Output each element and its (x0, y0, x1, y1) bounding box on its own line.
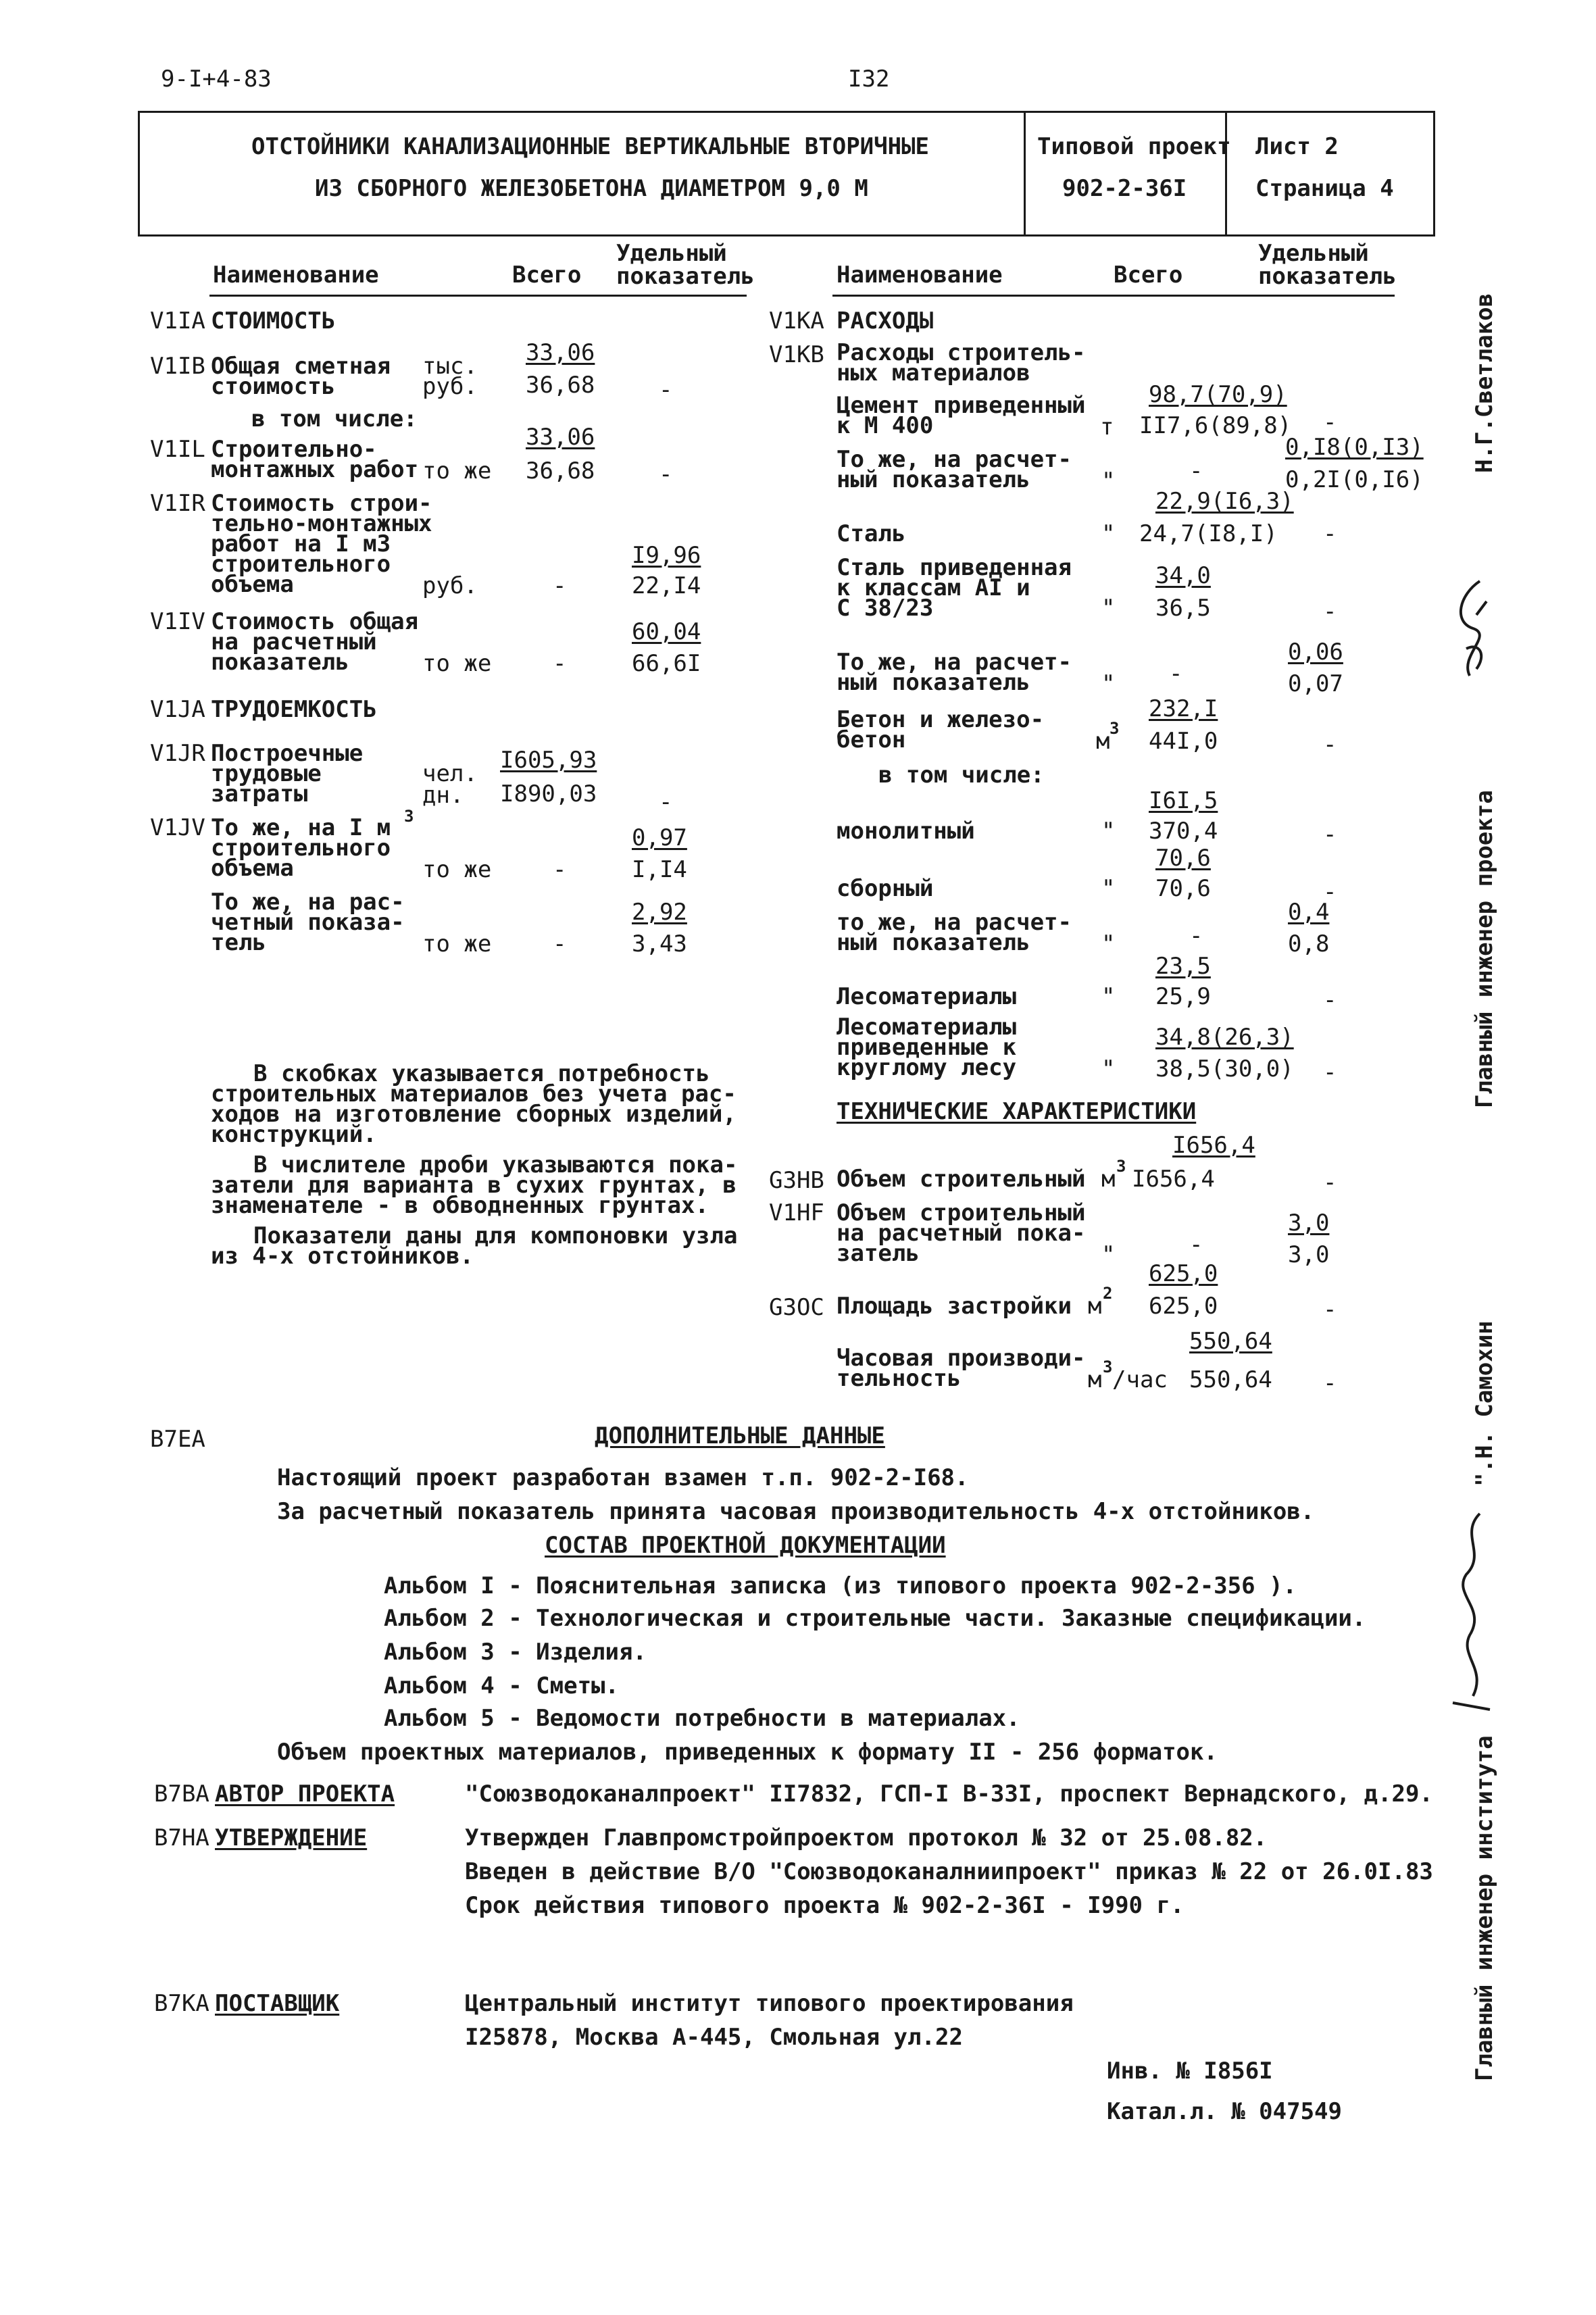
text-line: За расчетный показатель принята часовая производительность 4-х отстойников. (277, 1498, 1315, 1525)
signature-image (1439, 1507, 1507, 1723)
row-label: затель (837, 1240, 920, 1267)
sheet-label: Лист 2 (1255, 133, 1339, 160)
note-line: В числителе дроби указываются пока- (253, 1151, 738, 1178)
row-label: работ на I м3 (211, 530, 391, 557)
row-label: РАСХОДЫ (837, 307, 934, 334)
note-line: В скобках указывается потребность (253, 1060, 710, 1087)
column-header-specific: Удельный (616, 240, 727, 267)
title-line-1: ОТСТОЙНИКИ КАНАЛИЗАЦИОННЫЕ ВЕРТИКАЛЬНЫЕ ВТОРИЧНЫЕ (251, 133, 930, 160)
specific-numerator: 0,I8(0,I3) (1285, 434, 1424, 461)
row-label: тельно-монтажных (211, 510, 432, 537)
approval-line: Срок действия типового проекта № 902-2-36I - I990 г. (465, 1892, 1184, 1919)
row-label: на расчетный (211, 628, 377, 655)
total-value: - (553, 856, 567, 883)
superscript: 2 (1103, 1284, 1113, 1303)
row-label: ный показатель (837, 466, 1030, 493)
row-label: То же, на расчет- (837, 649, 1072, 676)
row-code: V1HF (769, 1199, 824, 1226)
header-rule (209, 295, 747, 297)
album-item: Альбом 5 - Ведомости потребности в материалах. (384, 1705, 1020, 1732)
row-label: Площадь застройки (837, 1293, 1072, 1320)
specific-numerator: 0,06 (1288, 639, 1343, 666)
specific-numerator: 60,04 (632, 618, 701, 645)
row-label: Сталь приведенная (837, 554, 1072, 581)
specific-denominator: 66,6I (632, 650, 701, 677)
row-label: объема (211, 571, 294, 598)
total-value: - (1169, 660, 1183, 687)
section-heading: СОСТАВ ПРОЕКТНОЙ ДОКУМЕНТАЦИИ (545, 1532, 946, 1559)
specific-denominator: 22,I4 (632, 572, 701, 599)
row-label: строительного (211, 835, 391, 862)
total-denominator: 25,9 (1155, 983, 1211, 1010)
total-denominator: I890,03 (500, 780, 597, 807)
unit: то же (422, 930, 492, 957)
row-label: Лесоматериалы (837, 983, 1017, 1010)
unit: " (1101, 1241, 1116, 1268)
total-numerator: 33,06 (526, 424, 595, 451)
unit: " (1101, 1055, 1116, 1082)
row-label: Лесоматериалы (837, 1014, 1017, 1041)
unit: то же (422, 457, 492, 484)
total-denominator: 44I,0 (1149, 728, 1218, 755)
total-numerator: 70,6 (1155, 845, 1211, 872)
album-item: Альбом 3 - Изделия. (384, 1639, 647, 1666)
row-label: строительного (211, 551, 391, 578)
row-label: затраты (211, 780, 308, 807)
specific-numerator: 2,92 (632, 899, 687, 926)
unit: " (1101, 983, 1116, 1010)
margin-name: Н.Г.Светлаков (1471, 293, 1498, 473)
total-denominator: 24,7(I8,I) (1139, 520, 1278, 547)
specific-value: - (1323, 731, 1337, 758)
row-label: тель (211, 929, 266, 956)
title-divider (1024, 111, 1026, 234)
specific-value: - (1323, 1370, 1337, 1397)
note-line: строительных материалов без учета рас- (211, 1080, 737, 1107)
row-label: Бетон и железо- (837, 706, 1045, 733)
row-label: То же, на I м (211, 814, 391, 841)
row-label: Стоимость строи- (211, 490, 432, 517)
text-line: Настоящий проект разработан взамен т.п. 902-2-I68. (277, 1464, 969, 1491)
specific-numerator: 0,4 (1288, 899, 1330, 926)
unit: м (1088, 1366, 1102, 1393)
approval-label: УТВЕРЖДЕНИЕ (215, 1824, 368, 1851)
row-code: V1JV (150, 814, 205, 841)
unit: " (1101, 930, 1116, 957)
title-block (138, 111, 1435, 237)
row-code: V1IR (150, 490, 205, 517)
row-label: Часовая производи- (837, 1345, 1086, 1372)
specific-value: - (1323, 821, 1337, 848)
total-denominator: 38,5(30,0) (1155, 1055, 1294, 1082)
column-header-total: Всего (512, 262, 582, 289)
row-label: четный показа- (211, 909, 405, 936)
project-number: 902-2-36I (1062, 175, 1187, 202)
row-label: сборный (837, 875, 934, 902)
section-heading: ДОПОЛНИТЕЛЬНЫЕ ДАННЫЕ (595, 1422, 885, 1449)
row-label: Объем строительный (837, 1199, 1086, 1226)
specific-value: - (659, 376, 673, 403)
supplier-label: ПОСТАВЩИК (215, 1990, 340, 2017)
row-label: ТРУДОЕМКОСТЬ (211, 696, 377, 723)
specific-value: - (1323, 1059, 1337, 1086)
total-numerator: I605,93 (500, 747, 597, 774)
unit: " (1101, 595, 1116, 622)
specific-denominator: I,I4 (632, 856, 687, 883)
specific-denominator: 0,07 (1288, 670, 1343, 697)
unit: руб. (422, 572, 478, 599)
row-code: V1IL (150, 436, 205, 463)
column-header-total: Всего (1114, 262, 1183, 289)
page-label: Страница 4 (1255, 175, 1394, 202)
author-value: "Союзводоканалпроект" II7832, ГСП-I В-33I, проспект Вернадского, д.29. (465, 1781, 1433, 1808)
specific-denominator: 0,2I(0,I6) (1285, 466, 1424, 493)
column-header-specific: Удельный (1258, 240, 1369, 267)
total-numerator: 625,0 (1149, 1260, 1218, 1287)
note-line: из 4-х отстойников. (211, 1243, 474, 1270)
approval-line: Утвержден Главпромстройпроектом протокол № 32 от 25.08.82. (465, 1824, 1268, 1851)
unit: м (1101, 1166, 1116, 1193)
unit: то же (422, 856, 492, 883)
unit: руб. (422, 373, 478, 400)
section-code: B7HA (154, 1824, 209, 1851)
margin-role: Главный инженер проекта (1471, 790, 1498, 1108)
specific-numerator: 0,97 (632, 824, 687, 851)
unit: м (1096, 728, 1110, 755)
section-code: B7EA (150, 1426, 205, 1453)
row-code: V1IA (150, 307, 205, 334)
superscript: 3 (404, 807, 414, 826)
total-denominator: 36,5 (1155, 595, 1211, 622)
row-label: показатель (211, 649, 349, 676)
row-label: То же, на рас- (211, 889, 405, 916)
unit: " (1101, 875, 1116, 902)
note-line: Показатели даны для компоновки узла (253, 1222, 738, 1249)
section-code: B7BA (154, 1781, 209, 1808)
total-numerator: 550,64 (1189, 1328, 1272, 1355)
album-item: Альбом I - Пояснительная записка (из типового проекта 902-2-356 ). (384, 1572, 1297, 1599)
total-numerator: 33,06 (526, 339, 595, 366)
row-code: V1JR (150, 740, 205, 767)
superscript: 3 (1103, 1358, 1113, 1376)
total-numerator: 23,5 (1155, 953, 1211, 980)
row-code: V1IB (150, 353, 205, 380)
row-code: V1JA (150, 696, 205, 723)
row-label: тельность (837, 1365, 962, 1392)
specific-numerator: 3,0 (1288, 1210, 1330, 1237)
title-divider (1225, 111, 1227, 234)
specific-value: - (1323, 1296, 1337, 1323)
note-line: ходов на изготовление сборных изделий, (211, 1101, 737, 1128)
total-numerator: 34,8(26,3) (1155, 1024, 1294, 1051)
total-denominator: II7,6(89,8) (1139, 412, 1292, 439)
row-label: Сталь (837, 520, 906, 547)
row-label: ных материалов (837, 359, 1030, 387)
row-label: Построечные (211, 740, 364, 767)
margin-role: Главный инженер института (1471, 1735, 1498, 2081)
row-label: ный показатель (837, 669, 1030, 696)
unit: дн. (422, 782, 464, 809)
total-denominator: 625,0 (1149, 1293, 1218, 1320)
specific-value: - (659, 461, 673, 488)
total-value: - (1189, 1231, 1203, 1258)
row-code: V1KB (769, 341, 824, 368)
row-label: к М 400 (837, 412, 934, 439)
unit: " (1101, 520, 1116, 547)
specific-numerator: I9,96 (632, 542, 701, 569)
row-label: то же, на расчет- (837, 909, 1072, 936)
total-denominator: I656,4 (1132, 1166, 1215, 1193)
unit: " (1101, 468, 1116, 495)
unit: " (1101, 818, 1116, 845)
total-value: - (553, 650, 567, 677)
specific-value: - (1323, 987, 1337, 1014)
superscript: 3 (1116, 1157, 1126, 1176)
project-label: Типовой проект (1037, 133, 1231, 160)
row-label: монтажных работ (211, 456, 419, 483)
specific-denominator: 0,8 (1288, 930, 1330, 957)
album-item: Альбом 2 - Технологическая и строительные части. Заказные спецификации. (384, 1605, 1366, 1632)
row-label: бетон (837, 726, 906, 753)
row-label: приведенные к (837, 1034, 1017, 1061)
column-header-name: Наименование (213, 262, 379, 289)
total-denominator: 550,64 (1189, 1366, 1272, 1393)
inventory-number: Инв. № I856I (1107, 2058, 1273, 2085)
specific-value: - (1323, 598, 1337, 625)
total-denominator: 36,68 (526, 457, 595, 484)
section-code: B7KA (154, 1990, 209, 2017)
catalog-number: Катал.л. № 047549 (1107, 2098, 1342, 2125)
specific-denominator: 3,43 (632, 930, 687, 957)
column-header-name: Наименование (837, 262, 1003, 289)
supplier-line: Центральный институт типового проектирования (465, 1990, 1074, 2017)
unit: то же (422, 650, 492, 677)
total-denominator: 370,4 (1149, 818, 1218, 845)
row-label: Стоимость общая (211, 608, 419, 635)
total-value: - (1189, 457, 1203, 484)
specific-numerator: - (1323, 409, 1337, 436)
row-code: V1IV (150, 608, 205, 635)
row-label: монолитный (837, 818, 975, 845)
note-line: конструкций. (211, 1121, 377, 1148)
column-header-specific: показатель (616, 263, 755, 290)
row-label: СТОИМОСТЬ (211, 307, 336, 334)
row-label: стоимость (211, 373, 336, 400)
row-label: Расходы строитель- (837, 339, 1086, 366)
row-code: G3HB (769, 1167, 824, 1194)
title-line-2: ИЗ СБОРНОГО ЖЕЛЕЗОБЕТОНА ДИАМЕТРОМ 9,0 М (315, 175, 868, 202)
total-numerator: 34,0 (1155, 562, 1211, 589)
total-denominator: 70,6 (1155, 875, 1211, 902)
row-label: С 38/23 (837, 595, 934, 622)
approval-line: Введен в действие В/О "Союзводоканалниипроект" приказ № 22 от 26.0I.83 (465, 1858, 1433, 1885)
margin-name: ".Н. Самохин (1471, 1320, 1498, 1487)
row-label: ный показатель (837, 929, 1030, 956)
row-label: Общая сметная (211, 353, 391, 380)
total-denominator: 36,68 (526, 372, 595, 399)
row-label: в том числе: (251, 405, 418, 432)
total-numerator: I656,4 (1172, 1132, 1255, 1159)
column-header-specific: показатель (1258, 263, 1397, 290)
row-label: на расчетный пока- (837, 1220, 1086, 1247)
unit: т (1100, 414, 1114, 441)
section-heading: ТЕХНИЧЕСКИЕ ХАРАКТЕРИСТИКИ (837, 1098, 1197, 1125)
header-rule (832, 295, 1395, 297)
author-label: АВТОР ПРОЕКТА (215, 1781, 395, 1808)
row-label: круглому лесу (837, 1054, 1017, 1081)
specific-value: - (1323, 1169, 1337, 1196)
row-label: То же, на расчет- (837, 446, 1072, 473)
unit: тыс. (422, 353, 478, 380)
total-numerator: I6I,5 (1149, 787, 1218, 814)
total-value: - (1189, 922, 1203, 949)
specific-value: - (1323, 878, 1337, 905)
row-label: Цемент приведенный (837, 392, 1086, 419)
total-numerator: 232,I (1149, 695, 1218, 722)
text-line: Объем проектных материалов, приведенных к формату II - 256 форматок. (277, 1739, 1218, 1766)
note-line: затели для варианта в сухих грунтах, в (211, 1172, 737, 1199)
document-code: 9-I+4-83 (161, 66, 272, 93)
row-label: к классам АI и (837, 574, 1030, 601)
total-numerator: 22,9(I6,3) (1155, 488, 1294, 515)
total-numerator: 98,7(70,9) (1149, 381, 1287, 408)
row-label: Объем строительный (837, 1166, 1086, 1193)
row-code: G3OC (769, 1294, 824, 1321)
unit: чел. (422, 760, 478, 787)
specific-value: - (659, 789, 673, 816)
unit: " (1101, 670, 1116, 697)
supplier-line: I25878, Москва А-445, Смольная ул.22 (465, 2024, 963, 2051)
total-value: - (553, 572, 567, 599)
page-number: I32 (848, 66, 890, 93)
unit: /час (1112, 1366, 1168, 1393)
row-label: объема (211, 855, 294, 882)
specific-denominator: 3,0 (1288, 1241, 1330, 1268)
album-item: Альбом 4 - Сметы. (384, 1672, 619, 1699)
superscript: 3 (1109, 719, 1120, 738)
specific-value: - (1323, 520, 1337, 547)
signature-image (1446, 574, 1500, 689)
total-value: - (553, 930, 567, 957)
row-code: V1KA (769, 307, 824, 334)
row-label: в том числе: (878, 762, 1045, 789)
row-label: трудовые (211, 760, 322, 787)
row-label: Строительно- (211, 436, 377, 463)
note-line: знаменателе - в обводненных грунтах. (211, 1192, 709, 1219)
unit: м (1088, 1293, 1102, 1320)
